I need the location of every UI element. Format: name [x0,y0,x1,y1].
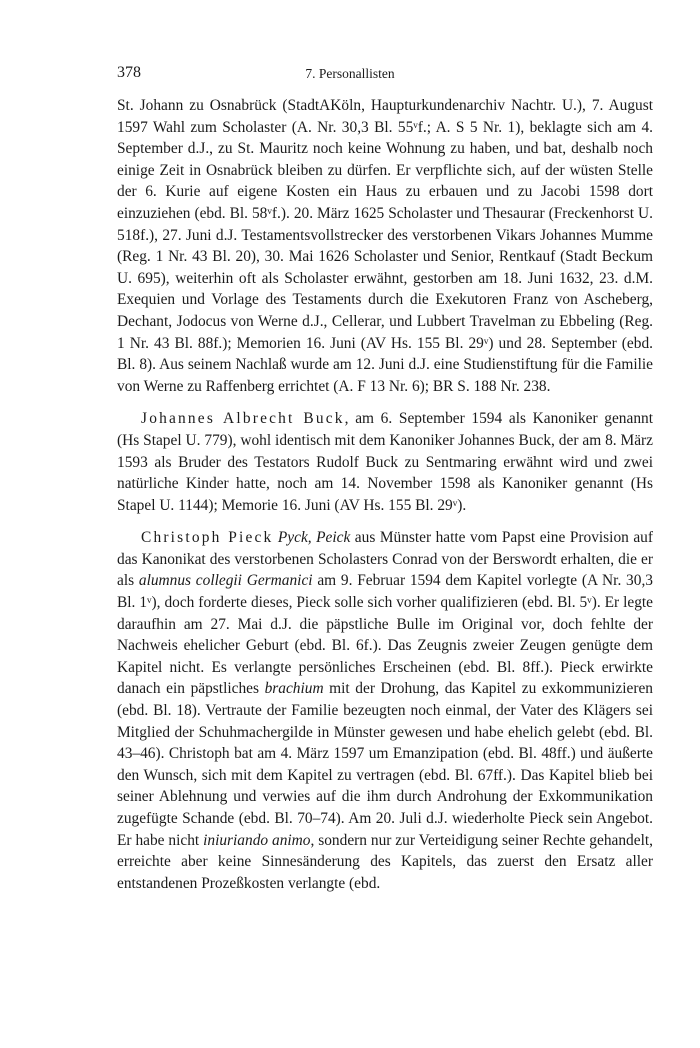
person-name: Johannes Albrecht Buck [141,410,345,428]
page-number: 378 [117,64,141,81]
text-run: , sondern nur zur Verteidigung seiner Rechte gehandelt, erreichte aber keine Sinnesänderung des Kapitels, das zuerst den Ersatz aller entstandenen Prozeßkosten verlangte (ebd. [117,831,653,892]
text-run: St. Johann zu Osnabrück (StadtAKöln, Haupturkundenarchiv Nachtr. U.), 7. August 1597 Wahl zum Scholaster (A. Nr. 30,3 Bl. 55ᵛf.; A. S 5 Nr. 1), beklagte sich am 4. September d.J., zu St. Mauritz noch keine Wohnung zu haben, und bat, deshalb noch einige Zeit in Osnabrück bleiben zu dürfen. Er verpflichte sich, auf der wüsten Stelle der 6. Kurie auf eigene Kosten ein Haus zu erbauen und zu Jacobi 1598 dort einzuziehen (ebd. Bl. 58ᵛf.). 20. März 1625 Scholaster und Thesaurar (Freckenhorst U. 518f.), 27. Juni d.J. Testamentsvollstrecker des verstorbenen Vikars Johannes Mumme (Reg. 1 Nr. 43 Bl. 20), 30. Mai 1626 Scholaster und Senior, Rentkauf (Stadt Beckum U. 695), weiterhin oft als Scholaster erwähnt, gestorben am 18. Juni 1632, 23. d.M. Exequien und Vorlage des Testaments durch die Exekutoren Franz von Ascheberg, Dechant, Jodocus von Werne d.J., Cellerar, und Lubbert Travelman zu Ebbeling (Reg. 1 Nr. 43 Bl. 88f.); Memorien 16. Juni (AV Hs. 155 Bl. 29ᵛ) und 28. September (ebd. Bl. 8). Aus seinem Nachlaß wurde am 12. Juni d.J. eine Studienstiftung für die Familie von Werne zu Raffenberg errichtet (A. F 13 Nr. 6); BR S. 188 Nr. 238. [117,97,653,395]
continued-paragraph [117,95,653,397]
entry-paragraph [117,408,653,516]
text-run: , am 6. September 1594 als Kanoniker genannt (Hs Stapel U. 779), wohl identisch mit dem Kanoniker Johannes Buck, der am 8. März 1593 als Bruder des Testators Rudolf Buck zu Sentmaring erwähnt wird und zwei natürliche Kinder hatte, noch am 14. November 1598 als Kanoniker genannt (Hs Stapel U. 1144); Memorie 16. Juni (AV Hs. 155 Bl. 29ᵛ). [117,410,654,514]
italic-text: brachium [264,680,324,698]
italic-text: iniuriando animo [203,831,311,849]
text-run: am 9. Februar 1594 dem Kapitel vorlegte (A Nr. 30,3 Bl. 1ᵛ), doch forderte dieses, Pieck solle sich vorher qualifizieren (ebd. Bl. 5ᵛ). Er legte daraufhin am 27. Mai d.J. die päpstliche Bulle im Original vor, doch fehlte der Nachweis ehelicher Geburt (ebd. Bl. 6f.). Das Zeugnis zweier Zeugen genügte dem Kapitel nicht. Es verlangte persönliches Erscheinen (ebd. Bl. 8ff.). Pieck erwirkte danach ein päpstliches [117,572,653,698]
person-name: Christoph Pieck [141,529,274,547]
text-run: aus Münster hatte vom Papst eine Provision auf das Kanonikat des verstorbenen Scholasters Conrad von der Berswordt erhalten, die er als [117,529,653,590]
body-text [117,95,653,894]
text-run: mit der Drohung, das Kapitel zu exkommunizieren (ebd. Bl. 18). Vertraute der Familie bezeugten noch einmal, der Vater des Klägers sei Mitglied der Schuhmachergilde in Münster gewesen und habe ehelich gelebt (ebd. Bl. 43–46). Christoph bat am 4. März 1597 um Emanzipation (ebd. Bl. 48ff.) und äußerte den Wunsch, sich mit dem Kapitel zu vertragen (ebd. Bl. 67ff.). Das Kapitel blieb bei seiner Ablehnung und verwies auf die ihm durch Androhung der Exkommunikation zugefügte Schande (ebd. Bl. 70–74). Am 20. Juli d.J. wiederholte Pieck sein Angebot. Er habe nicht [117,680,653,849]
entry-paragraph [117,527,653,894]
italic-text: Pyck, Peick [277,529,351,547]
italic-text: alumnus collegii Germanici [138,572,313,590]
running-head: 7. Personallisten [305,66,395,81]
